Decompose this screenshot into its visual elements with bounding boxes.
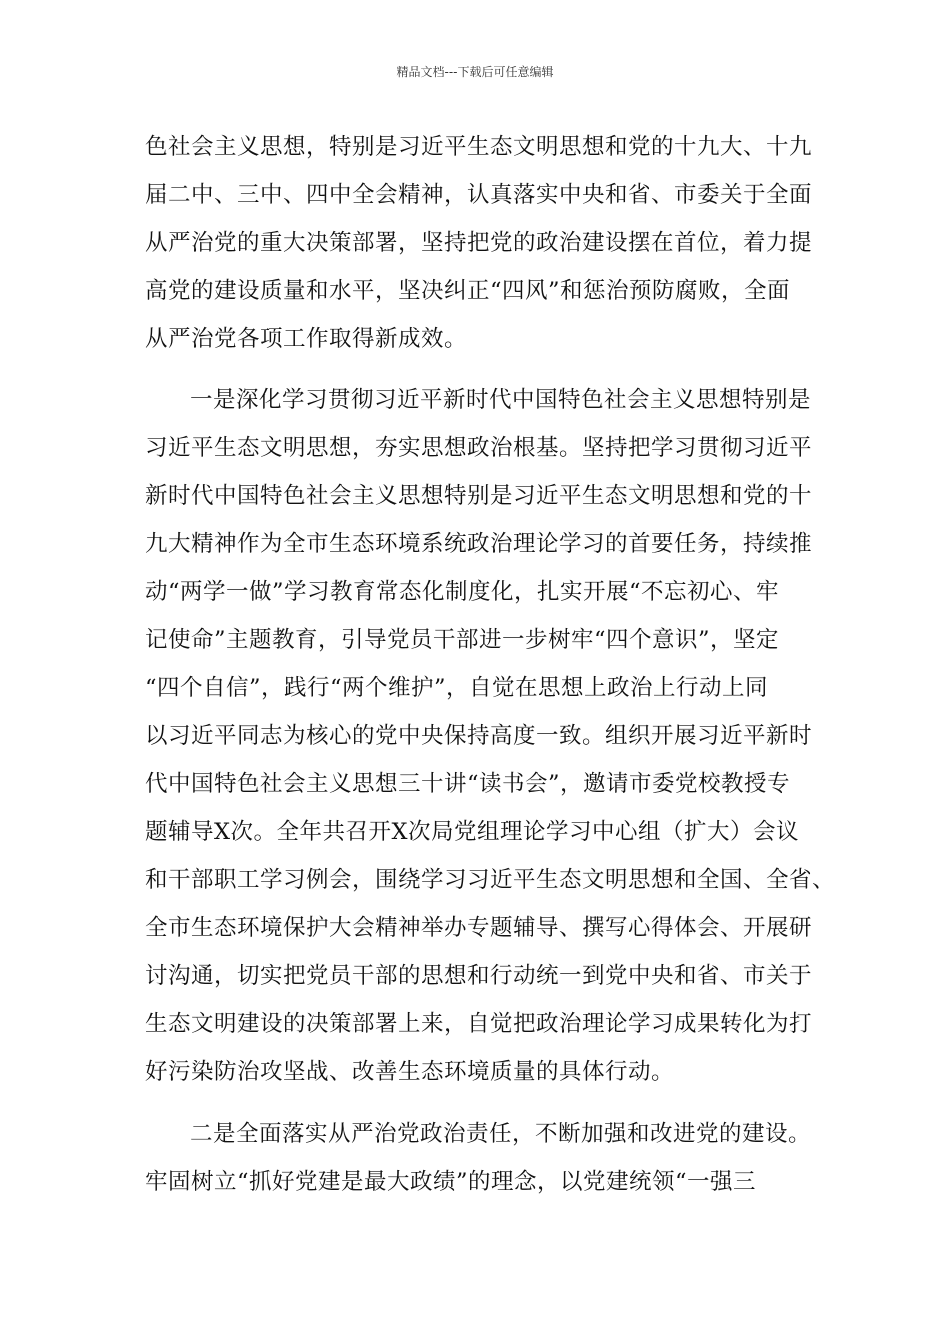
text-line: 九大精神作为全市生态环境系统政治理论学习的首要任务，持续推 xyxy=(145,531,813,557)
text-line: 习近平生态文明思想，夯实思想政治根基。坚持把学习贯彻习近平 xyxy=(145,435,813,461)
text-line: 新时代中国特色社会主义思想特别是习近平生态文明思想和党的十 xyxy=(145,483,813,509)
text-line: 生态文明建设的决策部署上来，自觉把政治理论学习成果转化为打 xyxy=(145,1011,813,1037)
text-line: 以习近平同志为核心的党中央保持高度一致。组织开展习近平新时 xyxy=(145,723,813,749)
text-line: 从严治党的重大决策部署，坚持把党的政治建设摆在首位，着力提 xyxy=(145,230,813,256)
text-line: 全市生态环境保护大会精神举办专题辅导、撰写心得体会、开展研 xyxy=(145,915,813,941)
text-line: 记使命”主题教育，引导党员干部进一步树牢“四个意识”，坚定 xyxy=(145,627,780,653)
text-line: 题辅导X次。全年共召开X次局党组理论学习中心组（扩大）会议 xyxy=(145,819,800,845)
text-line: 代中国特色社会主义思想三十讲“读书会”，邀请市委党校教授专 xyxy=(145,771,791,797)
text-line: “四个自信”，践行“两个维护”，自觉在思想上政治上行动上同 xyxy=(145,675,769,701)
text-line: 动“两学一做”学习教育常态化制度化，扎实开展“不忘初心、牢 xyxy=(145,579,780,605)
page-header: 精品文档---下载后可任意编辑 xyxy=(396,65,554,79)
text-line: 讨沟通，切实把党员干部的思想和行动统一到党中央和省、市关于 xyxy=(145,963,813,989)
text-line: 色社会主义思想，特别是习近平生态文明思想和党的十九大、十九 xyxy=(145,134,813,160)
text-line: 牢固树立“抓好党建是最大政绩”的理念，以党建统领“一强三 xyxy=(145,1169,757,1195)
text-line: 届二中、三中、四中全会精神，认真落实中央和省、市委关于全面 xyxy=(145,182,813,208)
text-line: 好污染防治攻坚战、改善生态环境质量的具体行动。 xyxy=(145,1059,675,1085)
paragraph-first-line: 二是全面落实从严治党政治责任，不断加强和改进党的建设。 xyxy=(190,1121,812,1147)
text-line: 从严治党各项工作取得新成效。 xyxy=(145,326,468,352)
text-line: 和干部职工学习例会，围绕学习习近平生态文明思想和全国、全省、 xyxy=(145,867,836,893)
paragraph-first-line: 一是深化学习贯彻习近平新时代中国特色社会主义思想特别是 xyxy=(190,387,812,413)
text-line: 高党的建设质量和水平，坚决纠正“四风”和惩治预防腐败，全面 xyxy=(145,278,791,304)
